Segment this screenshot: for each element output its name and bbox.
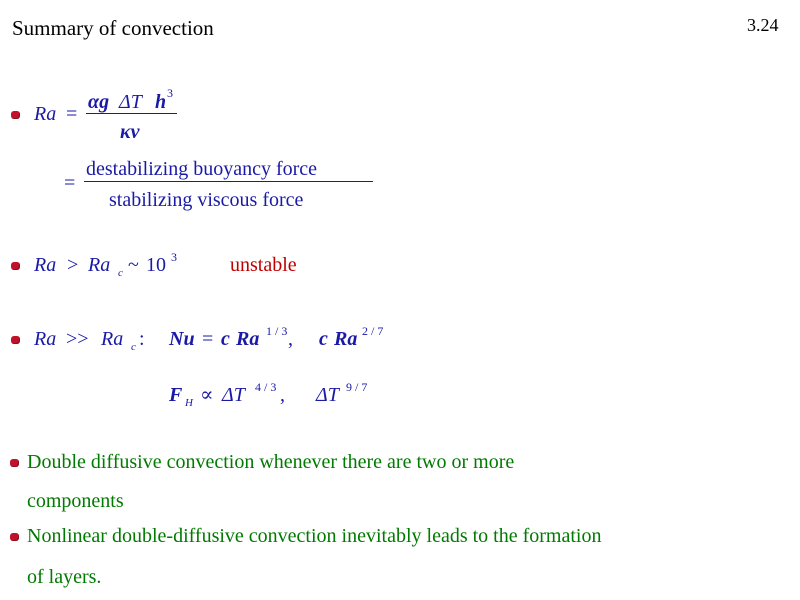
nonlinear-text-line1: Nonlinear double-diffusive convection inevitably leads to the formation <box>27 525 602 547</box>
much-greater-sign: >> <box>66 328 89 350</box>
exponent-two-sevenths: 2 / 7 <box>362 324 384 338</box>
ra-critical-2: Ra <box>101 328 124 350</box>
comma-2: , <box>280 384 285 406</box>
colon: : <box>139 328 145 350</box>
fraction-bar-1 <box>86 113 177 114</box>
proportional-sign: ∝ <box>200 384 214 406</box>
ra-power-2: Ra <box>334 328 358 350</box>
page-number: 3.24 <box>747 15 779 35</box>
numerator-h: h <box>155 91 167 113</box>
fraction-denominator-text: stabilizing viscous force <box>109 189 304 211</box>
ra-power-1: Ra <box>236 328 260 350</box>
numerator-delta-t: ΔT <box>119 91 142 113</box>
bullet-1 <box>11 111 20 119</box>
ra-critical: Ra <box>88 254 111 276</box>
ra-symbol-2: Ra <box>34 254 57 276</box>
delta-t-1: ΔT <box>222 384 245 406</box>
fraction-numerator-text: destabilizing buoyancy force <box>86 158 318 180</box>
greater-than-sign: > <box>67 254 79 276</box>
ten-base: 10 <box>146 254 166 276</box>
exponent-nine-sevenths: 9 / 7 <box>346 380 368 394</box>
numerator-exponent: 3 <box>167 86 173 100</box>
double-diffusive-text-line1: Double diffusive convection whenever there are two or more <box>27 451 515 473</box>
comma-1: , <box>288 328 293 350</box>
slide-title: Summary of convection <box>12 16 214 40</box>
bullet-4 <box>10 459 19 467</box>
denominator-kappa-nu: κν <box>120 121 140 143</box>
unstable-label: unstable <box>230 254 297 276</box>
critical-subscript-2: c <box>131 341 136 353</box>
bullet-2 <box>11 262 20 270</box>
heat-flux-subscript: H <box>185 397 193 409</box>
ten-exponent: 3 <box>171 250 177 264</box>
similar-sign: ~ <box>128 254 139 276</box>
coefficient-c-2: c <box>319 328 328 350</box>
equals-sign-2: = <box>64 172 76 194</box>
ra-symbol: Ra <box>34 103 57 125</box>
bullet-3 <box>11 336 20 344</box>
equals-sign: = <box>66 103 78 125</box>
heat-flux-symbol: F <box>169 384 183 406</box>
nusselt-symbol: Nu <box>169 328 195 350</box>
double-diffusive-text-line2: components <box>27 490 124 512</box>
critical-subscript: c <box>118 267 123 279</box>
ra-symbol-3: Ra <box>34 328 57 350</box>
numerator-alpha-g: αg <box>88 91 110 113</box>
bullet-5 <box>10 533 19 541</box>
exponent-one-third: 1 / 3 <box>266 324 288 338</box>
nonlinear-text-line2: of layers. <box>27 566 102 588</box>
exponent-four-thirds: 4 / 3 <box>255 380 277 394</box>
fraction-bar-2 <box>84 181 373 182</box>
coefficient-c-1: c <box>221 328 230 350</box>
equals-sign-3: = <box>202 328 214 350</box>
delta-t-2: ΔT <box>316 384 339 406</box>
